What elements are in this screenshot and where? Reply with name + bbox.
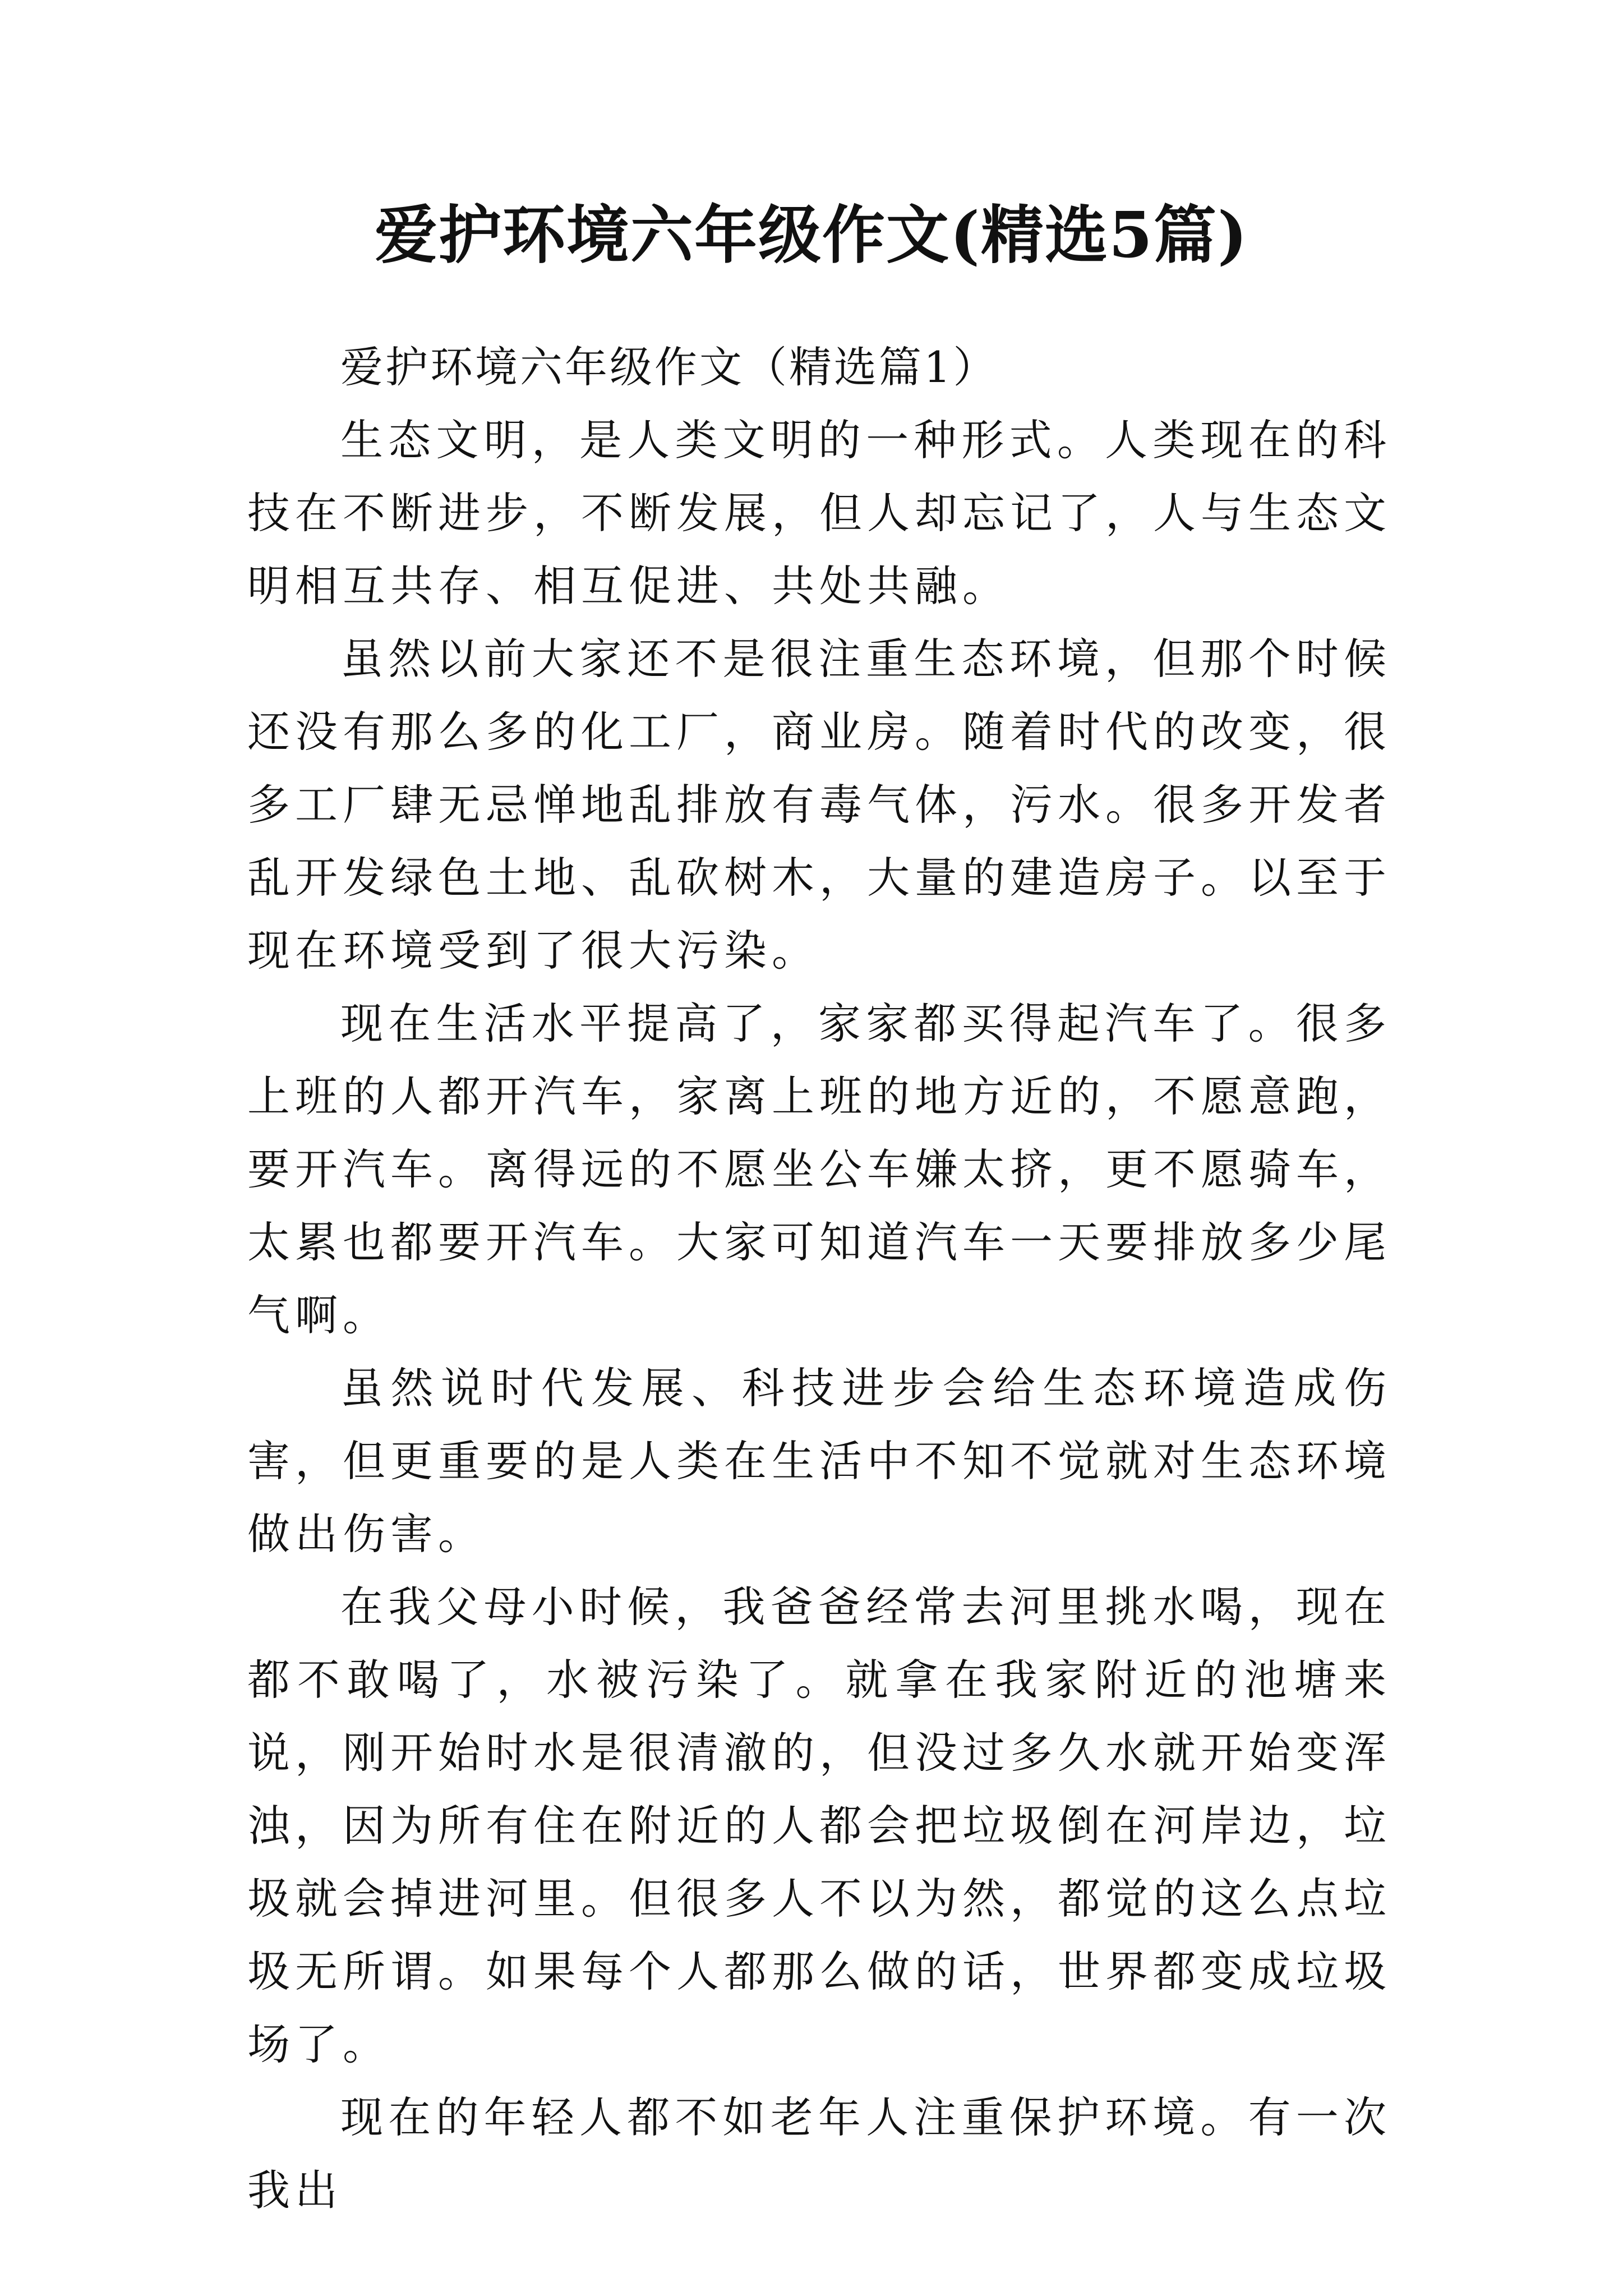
section-heading: 爱护环境六年级作文（精选篇1） — [340, 342, 998, 392]
paragraph: 在我父母小时候，我爸爸经常去河里挑水喝，现在都不敢喝了，水被污染了。就拿在我家附近的池塘来说，刚开始时水是很清澈的，但没过多久水就开始变浑浊，因为所有住在附近的人都会把垃圾倒在河岸边，垃圾就会掉进河里。但很多人不以为然，都觉的这么点垃圾无所谓。如果每个人都那么做的话，世界都变成垃圾场了。 — [247, 1582, 1391, 2069]
paragraph: 现在的年轻人都不如老年人注重保护环境。有一次我出 — [247, 2092, 1391, 2215]
document-title: 爱护环境六年级作文(精选5篇) — [375, 199, 1248, 272]
paragraph: 虽然以前大家还不是很注重生态环境，但那个时候还没有那么多的化工厂，商业房。随着时代的改变，很多工厂肆无忌惮地乱排放有毒气体，污水。很多开发者乱开发绿色土地、乱砍树木，大量的建造房子。以至于现在环境受到了很大污染。 — [247, 634, 1391, 976]
paragraph: 虽然说时代发展、科技进步会给生态环境造成伤害，但更重要的是人类在生活中不知不觉就对生态环境做出伤害。 — [247, 1363, 1391, 1559]
paragraph: 现在生活水平提高了，家家都买得起汽车了。很多上班的人都开汽车，家离上班的地方近的，不愿意跑，要开汽车。离得远的不愿坐公车嫌太挤，更不愿骑车，太累也都要开汽车。大家可知道汽车一天要排放多少尾气啊。 — [247, 999, 1391, 1340]
paragraph: 生态文明，是人类文明的一种形式。人类现在的科技在不断进步，不断发展，但人却忘记了，人与生态文明相互共存、相互促进、共处共融。 — [247, 415, 1391, 611]
document-body — [247, 331, 1391, 2227]
